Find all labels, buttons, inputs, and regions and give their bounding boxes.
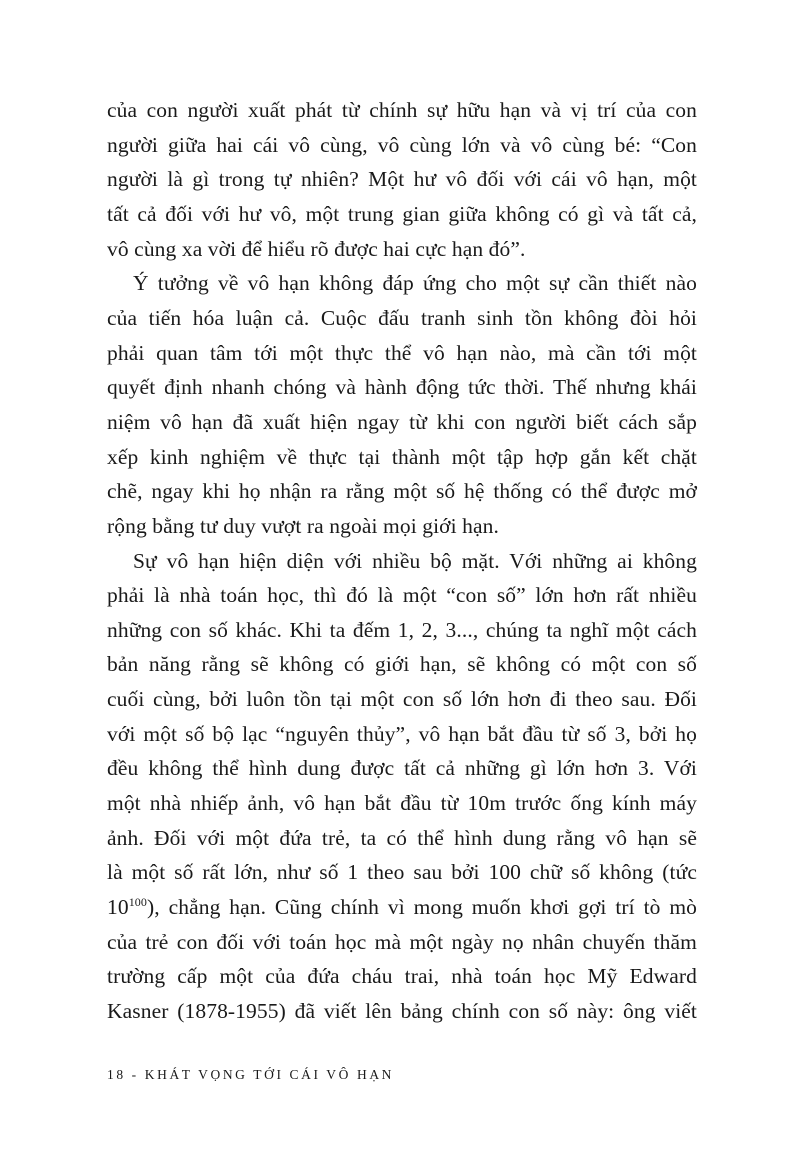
text-line: trường cấp một của đứa cháu trai, nhà toán học Mỹ Edward <box>107 964 697 988</box>
text-line: phải quan tâm tới một thực thể vô hạn nào, mà cần tới một <box>107 341 697 365</box>
text-line: rộng bằng tư duy vượt ra ngoài mọi giới hạn. <box>107 514 499 538</box>
text-line: những con số khác. Khi ta đếm 1, 2, 3..., chúng ta nghĩ một cách <box>107 618 697 642</box>
text-line: Sự vô hạn hiện diện với nhiều bộ mặt. Với những ai không <box>133 549 697 573</box>
text-line: tất cả đối với hư vô, một trung gian giữa không có gì và tất cả, <box>107 202 697 226</box>
power-base: 10 <box>107 895 129 919</box>
text-line: của tiến hóa luận cả. Cuộc đấu tranh sinh tồn không đòi hỏi <box>107 306 697 330</box>
text-line: của con người xuất phát từ chính sự hữu hạn và vị trí của con <box>107 98 697 122</box>
text-line: bản năng rằng sẽ không có giới hạn, sẽ không có một con số <box>107 652 697 676</box>
text-line: Ý tưởng về vô hạn không đáp ứng cho một sự cần thiết nào <box>133 271 697 295</box>
text-line: quyết định nhanh chóng và hành động tức thời. Thế nhưng khái <box>107 375 697 399</box>
text-line: với một số bộ lạc “nguyên thủy”, vô hạn bắt đầu từ số 3, bởi họ <box>107 722 697 746</box>
line-rest: ), chẳng hạn. Cũng chính vì mong muốn khơi gợi trí tò mò <box>147 895 697 919</box>
text-line: xếp kinh nghiệm về thực tại thành một tập hợp gắn kết chặt <box>107 445 697 469</box>
text-line: đều không thể hình dung được tất cả những gì lớn hơn 3. Với <box>107 756 697 780</box>
text-line: cuối cùng, bởi luôn tồn tại một con số lớn hơn đi theo sau. Đối <box>107 687 697 711</box>
text-line: ảnh. Đối với một đứa trẻ, ta có thể hình dung rằng vô hạn sẽ <box>107 826 697 850</box>
text-line: một nhà nhiếp ảnh, vô hạn bắt đầu từ 10m trước ống kính máy <box>107 791 697 815</box>
text-line: niệm vô hạn đã xuất hiện ngay từ khi con người biết cách sắp <box>107 410 697 434</box>
text-line: người giữa hai cái vô cùng, vô cùng lớn và vô cùng bé: “Con <box>107 133 697 157</box>
page-footer: 18 - KHÁT VỌNG TỚI CÁI VÔ HẠN <box>107 1067 395 1082</box>
text-line: vô cùng xa vời để hiểu rõ được hai cực hạn đó”. <box>107 237 526 261</box>
text-line: của trẻ con đối với toán học mà một ngày nọ nhân chuyến thăm <box>107 930 697 954</box>
text-line: chẽ, ngay khi họ nhận ra rằng một số hệ thống có thể được mở <box>107 479 697 503</box>
text-line: là một số rất lớn, như số 1 theo sau bởi 100 chữ số không (tức <box>107 860 697 884</box>
text-line: phải là nhà toán học, thì đó là một “con số” lớn hơn rất nhiều <box>107 583 697 607</box>
power-exponent: 100 <box>128 895 148 909</box>
text-line: người là gì trong tự nhiên? Một hư vô đối với cái vô hạn, một <box>107 167 697 191</box>
text-line-with-exponent <box>107 892 697 922</box>
text-line: Kasner (1878-1955) đã viết lên bảng chính con số này: ông viết <box>107 999 697 1023</box>
